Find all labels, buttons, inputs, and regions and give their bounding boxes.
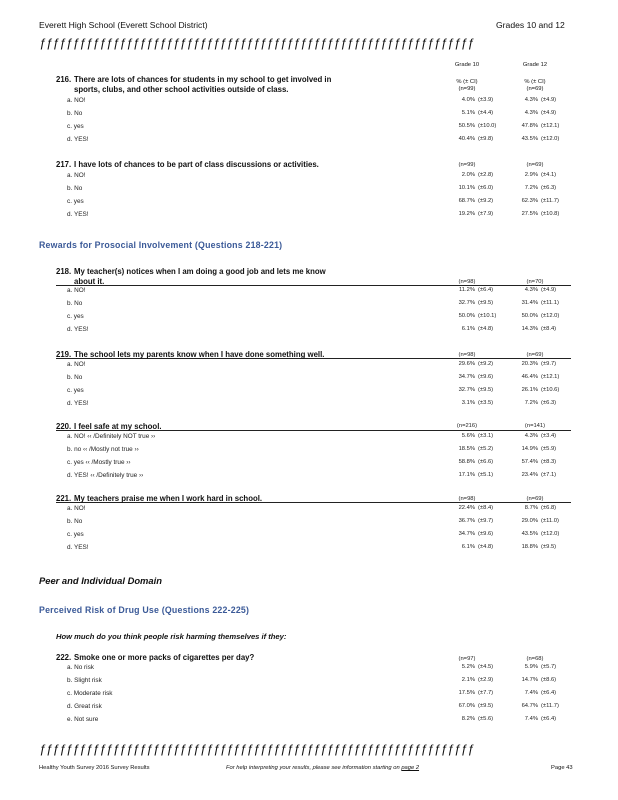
grade12-ci: (±8.3) [541, 459, 557, 466]
option-label: a. NO! [67, 361, 86, 368]
grade12-ci: (±6.8) [541, 505, 557, 511]
grade10-ci: (±5.1) [478, 472, 494, 479]
grade12-pct-label: % (± CI) [524, 79, 546, 85]
grade10-value: 36.7% [458, 518, 475, 525]
option-label: c. yes [67, 313, 84, 321]
question-title: My teachers praise me when I work hard in school. [74, 494, 263, 503]
grade12-ci: (±6.4) [541, 690, 557, 697]
grade10-ci: (±7.9) [478, 211, 494, 218]
grade10-ci: (±2.9) [478, 677, 494, 684]
grade10-value: 3.1% [461, 400, 475, 407]
grade12-ci: (±5.9) [541, 446, 557, 453]
grade12-value: 4.3% [524, 97, 538, 103]
option-label: a. No risk [67, 664, 94, 671]
option-label: b. No [67, 300, 83, 308]
grade12-ci: (±3.4) [541, 433, 557, 439]
grade10-ci: (±4.8) [478, 544, 494, 551]
option-label: b. No [67, 185, 83, 193]
grade12-value: 18.8% [521, 544, 538, 551]
option-label: d. YES! [67, 544, 89, 552]
option-label: b. no ‹‹ /Mostly not true ›› [67, 446, 139, 454]
grade12-ci: (±10.6) [541, 387, 560, 394]
grade12-ci: (±6.4) [541, 716, 557, 723]
grade12-ci: (±4.9) [541, 287, 557, 293]
question-number: 220. [56, 422, 72, 431]
grade12-value: 14.7% [521, 677, 538, 684]
option-label: b. Slight risk [67, 677, 102, 685]
grade10-value: 6.1% [461, 326, 475, 333]
option-label: d. Great risk [67, 703, 102, 711]
option-label: b. No [67, 110, 83, 118]
grade10-value: 40.4% [458, 136, 475, 143]
grade12-ci: (±5.7) [541, 664, 557, 670]
grade10-ci: (±5.2) [478, 446, 494, 453]
grade12-value: 27.5% [521, 211, 538, 218]
option-label: d. YES! [67, 211, 89, 219]
option-label: c. yes ‹‹ /Mostly true ›› [67, 459, 131, 467]
grade12-ci: (±9.7) [541, 361, 557, 367]
grade10-value: 50.5% [458, 123, 475, 130]
grade12-value: 23.4% [521, 472, 538, 479]
option-label: d. YES! ‹‹ /Definitely true ›› [67, 472, 144, 480]
question-title: There are lots of chances for students in my school to get involved in [74, 75, 332, 84]
grade10-value: 67.0% [458, 703, 475, 710]
footer-page-link[interactable]: page 2 [401, 765, 420, 771]
grade10-value: 32.7% [458, 300, 475, 307]
grade12-value: 7.4% [524, 690, 538, 697]
grade12-value: 57.4% [521, 459, 538, 466]
grade10-n: (n=99) [458, 86, 476, 92]
grade10-value: 5.2% [461, 664, 475, 670]
option-label: e. Not sure [67, 716, 99, 724]
question-title: Smoke one or more packs of cigarettes per day? [74, 653, 255, 662]
grade10-value: 5.1% [461, 110, 475, 117]
grade10-ci: (±9.6) [478, 374, 494, 381]
footer-page-number: Page 43 [551, 765, 573, 771]
grade10-ci: (±9.7) [478, 518, 494, 525]
section-rewards: Rewards for Prosocial Involvement (Questions 218-221) [39, 240, 283, 250]
option-label: d. YES! [67, 136, 89, 144]
option-label: c. Moderate risk [67, 690, 113, 698]
grade12-ci: (±7.1) [541, 472, 557, 479]
question-title: about it. [74, 277, 105, 286]
grade12-n: (n=69) [526, 496, 544, 502]
grade10-value: 10.1% [458, 185, 475, 192]
grade12-n: (n=69) [526, 162, 544, 168]
question-title: The school lets my parents know when I have done something well. [74, 350, 325, 359]
option-label: a. NO! ‹‹ /Definitely NOT true ›› [67, 433, 156, 440]
grade10-n: (n=98) [458, 279, 476, 285]
footer-help-text: For help interpreting your results, please see information starting on [226, 765, 400, 771]
grade12-ci: (±11.7) [541, 198, 559, 205]
grade12-value: 43.5% [521, 531, 538, 538]
grade10-ci: (±2.8) [478, 172, 494, 178]
grade10-value: 32.7% [458, 387, 475, 394]
grade10-value: 58.8% [458, 459, 475, 466]
grade12-value: 5.9% [524, 664, 538, 670]
grade12-ci: (±11.0) [541, 518, 559, 525]
grade10-value: 34.7% [458, 374, 475, 381]
question-title: I have lots of chances to be part of class discussions or activities. [74, 160, 319, 169]
question-title: My teacher(s) notices when I am doing a good job and lets me know [74, 267, 326, 276]
grade10-ci: (±6.0) [478, 185, 494, 192]
question-number: 216. [56, 75, 72, 84]
grade10-ci: (±9.2) [478, 361, 494, 367]
grade12-ci: (±12.0) [541, 313, 560, 320]
grade10-value: 8.2% [461, 716, 475, 723]
option-label: d. YES! [67, 326, 89, 334]
grade10-ci: (±6.6) [478, 459, 494, 466]
grade10-value: 17.5% [458, 690, 475, 697]
question-number: 222. [56, 653, 72, 662]
grade10-value: 19.2% [458, 211, 475, 218]
grade10-ci: (±3.1) [478, 433, 494, 439]
grade12-value: 4.3% [524, 433, 538, 439]
grade12-value: 47.8% [521, 123, 538, 130]
option-label: a. NO! [67, 97, 86, 104]
grade10-ci: (±10.0) [478, 123, 497, 130]
grade12-n: (n=141) [524, 423, 546, 429]
grade10-ci: (±9.5) [478, 387, 494, 394]
grade10-value: 34.7% [458, 531, 475, 538]
grade12-ci: (±11.7) [541, 703, 559, 710]
grade10-ci: (±4.5) [478, 664, 494, 670]
grade10-n: (n=98) [458, 352, 476, 358]
grade12-value: 8.7% [524, 505, 538, 511]
grade12-ci: (±4.9) [541, 97, 557, 103]
grades-label: Grades 10 and 12 [496, 20, 565, 30]
grade10-value: 2.1% [461, 677, 475, 684]
grade12-ci: (±12.0) [541, 136, 560, 143]
grade10-ci: (±7.7) [478, 690, 494, 697]
grade12-n: (n=69) [526, 86, 544, 92]
grade10-value: 4.0% [461, 97, 475, 103]
grade12-ci: (±11.1) [541, 300, 559, 307]
grade12-value: 46.4% [521, 374, 538, 381]
grade10-n: (n=99) [458, 162, 476, 168]
grade12-value: 2.9% [524, 172, 538, 178]
grade10-header: Grade 10 [454, 62, 480, 68]
grade12-value: 7.2% [524, 400, 538, 407]
grade12-value: 43.5% [521, 136, 538, 143]
option-label: c. yes [67, 198, 84, 206]
grade12-ci: (±8.6) [541, 677, 557, 684]
option-label: a. NO! [67, 172, 86, 179]
grade10-ci: (±3.9) [478, 97, 494, 103]
grade10-n: (n=216) [456, 423, 478, 429]
option-label: a. NO! [67, 505, 86, 512]
grade10-ci: (±8.4) [478, 505, 494, 511]
footer-help [226, 765, 419, 771]
grade12-value: 7.4% [524, 716, 538, 723]
grade12-value: 14.3% [521, 326, 538, 333]
grade10-ci: (±3.5) [478, 400, 494, 407]
option-label: c. yes [67, 123, 84, 131]
grade10-n: (n=97) [458, 656, 476, 662]
grade12-value: 4.3% [524, 287, 538, 293]
grade10-value: 29.6% [458, 361, 475, 367]
question-title: sports, clubs, and other school activities outside of class. [74, 85, 289, 94]
grade12-ci: (±9.5) [541, 544, 557, 551]
question-number: 219. [56, 350, 72, 359]
question-title: I feel safe at my school. [74, 422, 162, 431]
grade12-ci: (±12.1) [541, 374, 560, 381]
grade10-value: 68.7% [458, 198, 475, 205]
grade10-ci: (±4.4) [478, 110, 494, 117]
grade10-n: (n=98) [458, 496, 476, 502]
grade12-ci: (±4.1) [541, 172, 557, 178]
option-label: b. No [67, 518, 83, 526]
grade10-value: 18.5% [458, 446, 475, 453]
grade10-ci: (±5.6) [478, 716, 494, 723]
option-label: c. yes [67, 531, 84, 539]
grade12-ci: (±12.1) [541, 123, 560, 130]
grade12-ci: (±4.9) [541, 110, 557, 117]
grade12-value: 26.1% [521, 387, 538, 394]
subquestion-prompt: How much do you think people risk harming themselves if they: [56, 632, 287, 641]
grade12-ci: (±8.4) [541, 326, 557, 333]
grade10-pct-label: % (± CI) [456, 79, 478, 85]
grade12-value: 7.2% [524, 185, 538, 192]
grade12-value: 50.0% [521, 313, 538, 320]
grade10-ci: (±6.4) [478, 287, 494, 293]
grade12-ci: (±12.0) [541, 531, 560, 538]
grade12-ci: (±6.3) [541, 400, 557, 407]
option-label: c. yes [67, 387, 84, 395]
grade10-ci: (±9.2) [478, 198, 494, 205]
grade10-ci: (±9.6) [478, 531, 494, 538]
grade12-ci: (±10.8) [541, 211, 560, 218]
domain-title: Peer and Individual Domain [39, 575, 162, 586]
grade10-value: 11.2% [458, 287, 475, 293]
grade10-value: 2.0% [461, 172, 475, 178]
grade12-header: Grade 12 [522, 62, 548, 68]
option-label: a. NO! [67, 287, 86, 294]
grade10-value: 17.1% [458, 472, 475, 479]
grade10-ci: (±9.8) [478, 136, 494, 143]
grade10-ci: (±9.5) [478, 300, 494, 307]
grade12-value: 62.3% [521, 198, 538, 205]
section-perceived-risk: Perceived Risk of Drug Use (Questions 222-225) [39, 605, 250, 615]
grade12-value: 4.3% [524, 110, 538, 117]
question-number: 221. [56, 494, 72, 503]
school-name: Everett High School (Everett School District) [39, 20, 208, 30]
option-label: d. YES! [67, 400, 89, 408]
option-label: b. No [67, 374, 83, 382]
question-number: 218. [56, 267, 72, 276]
grade10-value: 5.6% [461, 433, 475, 439]
footer-left: Healthy Youth Survey 2016 Survey Results [39, 765, 150, 771]
grade12-value: 14.9% [521, 446, 538, 453]
grade12-value: 20.3% [521, 361, 538, 367]
grade10-value: 6.1% [461, 544, 475, 551]
grade10-ci: (±4.8) [478, 326, 494, 333]
grade12-value: 31.4% [521, 300, 538, 307]
footer-separator: ƒƒƒƒƒƒƒƒƒƒƒƒƒƒƒƒƒƒƒƒƒƒƒƒƒƒƒƒƒƒƒƒƒƒƒƒƒƒƒƒƒƒƒƒƒƒƒƒƒƒƒƒƒƒƒƒƒƒƒƒƒƒƒƒƒ [39, 742, 474, 756]
grade12-value: 64.7% [521, 703, 538, 710]
question-number: 217. [56, 160, 72, 169]
grade12-n: (n=69) [526, 352, 544, 358]
question-rule [56, 285, 571, 286]
grade10-value: 22.4% [458, 505, 475, 511]
grade10-value: 50.0% [458, 313, 475, 320]
grade12-n: (n=70) [526, 279, 544, 285]
grade10-ci: (±10.1) [478, 313, 497, 320]
grade12-ci: (±6.3) [541, 185, 557, 192]
header-separator: ƒƒƒƒƒƒƒƒƒƒƒƒƒƒƒƒƒƒƒƒƒƒƒƒƒƒƒƒƒƒƒƒƒƒƒƒƒƒƒƒƒƒƒƒƒƒƒƒƒƒƒƒƒƒƒƒƒƒƒƒƒƒƒƒƒ [39, 36, 474, 50]
grade12-n: (n=68) [526, 656, 544, 662]
grade10-ci: (±9.5) [478, 703, 494, 710]
grade12-value: 29.0% [521, 518, 538, 525]
